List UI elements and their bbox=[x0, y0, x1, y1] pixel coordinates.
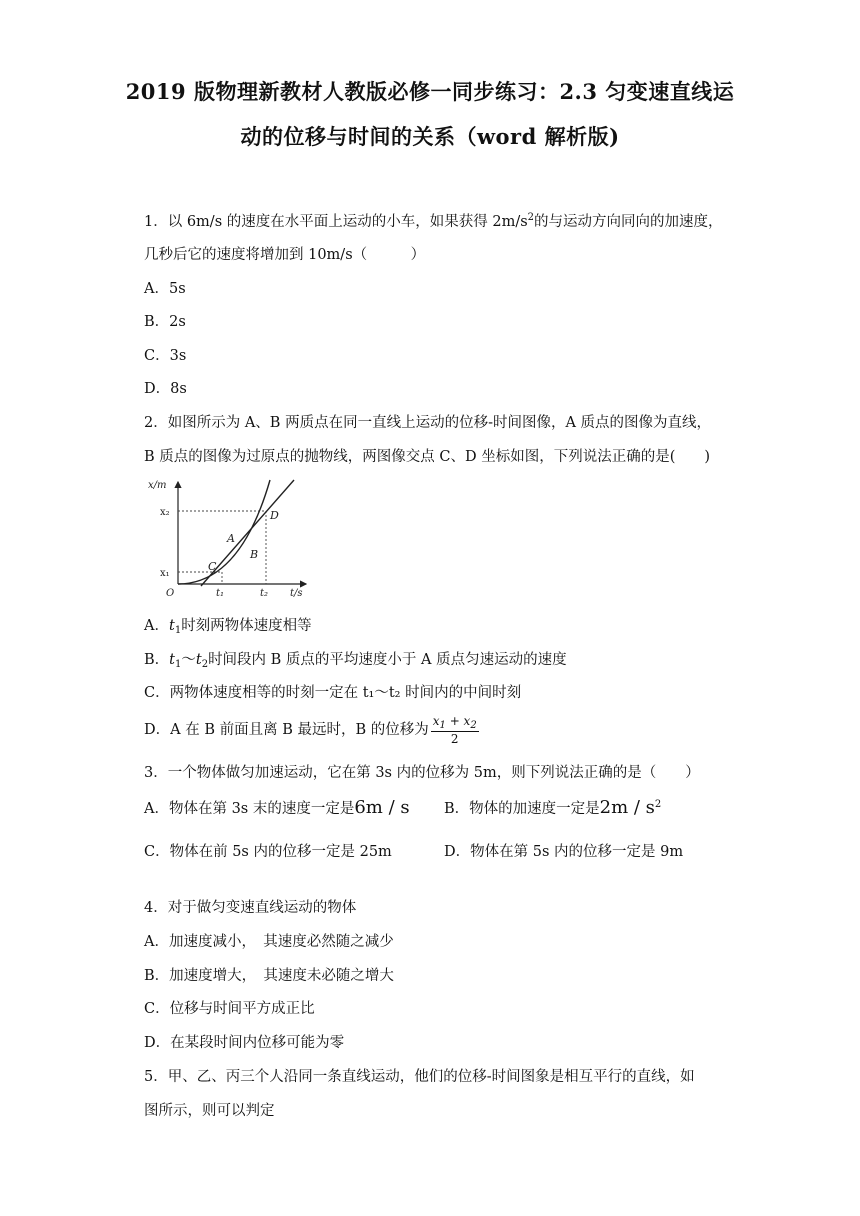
q4-option-c: C．位移与时间平方成正比 bbox=[144, 1001, 315, 1017]
q3-option-b-value: 2m / s bbox=[599, 797, 655, 818]
q1-stem-a: 1．以 6m/s 的速度在水平面上运动的小车，如果获得 2m/s bbox=[144, 214, 528, 230]
q4-option-b: B．加速度增大， 其速度未必随之增大 bbox=[144, 968, 394, 984]
graph-label-a: A bbox=[227, 532, 235, 545]
q1-option-b: B．2s bbox=[144, 314, 186, 330]
q2-position-time-graph bbox=[144, 476, 314, 602]
document-title-line-2: 动的位移与时间的关系（word 解析版) bbox=[240, 124, 620, 149]
q1-option-a: A．5s bbox=[144, 281, 186, 297]
q2-option-d-text: D．A 在 B 前面且离 B 最远时，B 的位移为 bbox=[144, 722, 429, 738]
q4-option-d: D．在某段时间内位移可能为零 bbox=[144, 1035, 345, 1051]
q2-stem-line-1: 2．如图所示为 A、B 两质点在同一直线上运动的位移-时间图像，A 质点的图像为直线， bbox=[144, 415, 712, 431]
q2-option-b-text: 时间段内 B 质点的平均速度小于 A 质点匀速运动的速度 bbox=[208, 652, 567, 668]
q5-stem-line-2: 图所示，则可以判定 bbox=[144, 1103, 275, 1119]
q3-option-d: D．物体在第 5s 内的位移一定是 9m bbox=[444, 844, 684, 860]
q2-stem-line-2: B 质点的图像为过原点的抛物线，两图像交点 C、D 坐标如图，下列说法正确的是( ) bbox=[144, 449, 711, 465]
q2-option-a: A．$t_1$时刻两物体速度相等 bbox=[144, 618, 312, 636]
graph-curve-b bbox=[178, 480, 270, 584]
q1-stem-line-2: 几秒后它的速度将增加到 10m/s（ ） bbox=[144, 247, 426, 263]
graph-label-b: B bbox=[250, 548, 259, 561]
q3-option-b bbox=[444, 797, 661, 818]
q2-option-b: B．$t_1\sim t_2$时间段内 B 质点的平均速度小于 A 质点匀速运动的速度 bbox=[144, 652, 567, 670]
document-title-line-1: 2019 版物理新教材人教版必修一同步练习：2.3 匀变速直线运 bbox=[125, 79, 735, 104]
graph-x2-label: x₂ bbox=[160, 507, 170, 518]
q4-stem: 4．对于做匀变速直线运动的物体 bbox=[144, 900, 357, 916]
q5-stem-line-1: 5．甲、乙、丙三个人沿同一条直线运动，他们的位移-时间图象是相互平行的直线，如 bbox=[144, 1069, 695, 1085]
q3-option-b-text: B．物体的加速度一定是 bbox=[444, 801, 600, 817]
q2-option-b-label: B． bbox=[144, 652, 170, 668]
q3-option-b-sup: 2 bbox=[654, 799, 662, 810]
q2-option-d-fraction: $\frac{x_1 + x_2}{2}$ bbox=[432, 714, 477, 746]
q3-stem: 3．一个物体做匀加速运动，它在第 3s 内的位移为 5m，则下列说法正确的是（ ） bbox=[144, 765, 700, 781]
q1-stem-line-1 bbox=[144, 210, 723, 231]
q2-option-c: C．两物体速度相等的时刻一定在 t₁～t₂ 时间内的中间时刻 bbox=[144, 685, 522, 701]
graph-origin-label: O bbox=[166, 588, 175, 599]
graph-label-c: C bbox=[208, 560, 217, 573]
graph-x1-label: x₁ bbox=[160, 568, 170, 579]
graph-t2-label: t₂ bbox=[260, 588, 269, 599]
graph-t1-label: t₁ bbox=[216, 588, 225, 599]
q3-option-a-value: 6m / s bbox=[354, 797, 410, 818]
q4-option-a: A．加速度减小， 其速度必然随之减少 bbox=[144, 934, 394, 950]
q3-option-a bbox=[144, 797, 410, 818]
q2-option-d bbox=[144, 714, 479, 746]
graph-y-axis-label: x/m bbox=[148, 480, 167, 491]
q3-option-c: C．物体在前 5s 内的位移一定是 25m bbox=[144, 844, 392, 860]
q1-option-c: C．3s bbox=[144, 348, 187, 364]
q1-stem-sup: 2 bbox=[527, 212, 535, 223]
q1-stem-b: 的与运动方向同向的加速度， bbox=[534, 214, 723, 230]
q1-option-d: D．8s bbox=[144, 381, 187, 397]
graph-label-d: D bbox=[270, 509, 279, 522]
graph-x-axis-label: t/s bbox=[290, 588, 303, 599]
q2-option-a-text: 时刻两物体速度相等 bbox=[181, 618, 312, 634]
q3-option-a-text: A．物体在第 3s 末的速度一定是 bbox=[144, 801, 355, 817]
